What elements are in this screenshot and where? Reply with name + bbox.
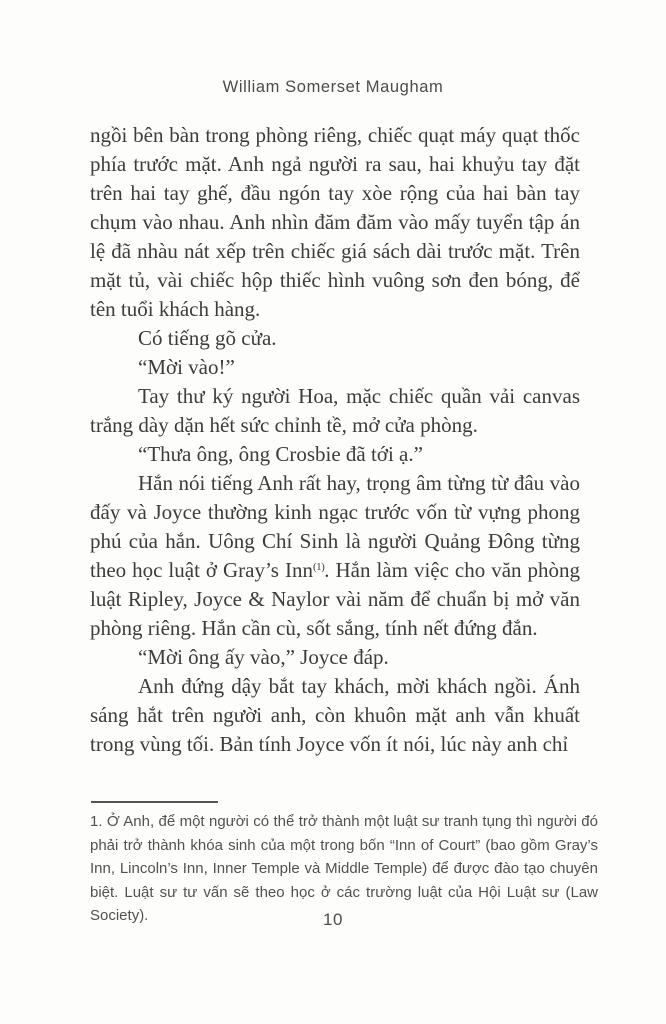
body-text [90, 121, 580, 759]
paragraph: Có tiếng gõ cửa. [138, 326, 277, 350]
footnote-separator [91, 801, 218, 803]
paragraph: Hắn nói tiếng Anh rất hay, trọng âm từng từ đâu vào đấy và Joyce thường kinh ngạc trước vốn từ vựng phong phú của hắn. Uông Chí Sinh là người Quảng Đông từng theo học luật ở Gray’s Inn$^{(1)}$. Hắn làm việc cho văn phòng luật Ripley, Joyce & Naylor vài năm để chuẩn bị mở văn phòng riêng. Hắn cần cù, sốt sắng, tính nết đứng đắn. [90, 471, 580, 640]
running-header: William Somerset Maugham [222, 78, 444, 96]
paragraph: “Mời ông ấy vào,” Joyce đáp. [138, 645, 389, 669]
paragraph: “Mời vào!” [138, 355, 235, 379]
paragraph: Anh đứng dậy bắt tay khách, mời khách ngồi. Ánh sáng hắt trên người anh, còn khuôn mặt anh vẫn khuất trong vùng tối. Bản tính Joyce vốn ít nói, lúc này anh chỉ [90, 674, 580, 756]
paragraph: ngồi bên bàn trong phòng riêng, chiếc quạt máy quạt thốc phía trước mặt. Anh ngả người ra sau, hai khuỷu tay đặt trên hai tay ghế, đầu ngón tay xòe rộng của hai bàn tay chụm vào nhau. Anh nhìn đăm đăm vào mấy tuyển tập án lệ đã nhàu nát xếp trên chiếc giá sách dài trước mặt. Trên mặt tủ, vài chiếc hộp thiếc hình vuông sơn đen bóng, để tên tuổi khách hàng. [90, 123, 580, 321]
paragraph: Tay thư ký người Hoa, mặc chiếc quần vải canvas trắng dày dặn hết sức chỉnh tề, mở cửa phòng. [90, 384, 580, 437]
footnote: 1. Ở Anh, để một người có thể trở thành một luật sư tranh tụng thì người đó phải trở thành khóa sinh của một trong bốn “Inn of Court” (bao gồm Gray’s Inn, Lincoln’s Inn, Inner Temple và Middle Temple) để được đào tạo chuyên biệt. Luật sư tư vấn sẽ theo học ở các trường luật của Hội Luật sư (Law Society). [90, 813, 598, 924]
footnote-reference: (1) [312, 561, 325, 573]
paragraph: “Thưa ông, ông Crosbie đã tới ạ.” [138, 442, 423, 466]
page-number: 10 [323, 910, 343, 929]
